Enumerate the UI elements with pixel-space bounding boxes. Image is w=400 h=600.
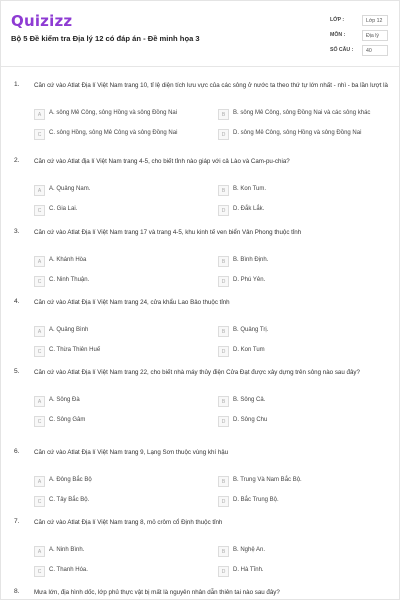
- answer-option[interactable]: [218, 416, 396, 428]
- answer-option[interactable]: [218, 276, 396, 288]
- option-letter-box: D: [218, 129, 229, 140]
- answer-option[interactable]: [34, 476, 212, 488]
- option-letter-box: A: [34, 185, 45, 196]
- meta-class: [330, 15, 390, 26]
- meta-subject: [330, 30, 390, 41]
- answer-option[interactable]: [218, 129, 396, 141]
- option-letter-box: C: [34, 346, 45, 357]
- option-text: A. Khánh Hòa: [49, 257, 87, 263]
- answer-option[interactable]: [34, 326, 212, 338]
- question-text: Căn cứ vào Atlat Địa lí Việt Nam trang 10, tỉ lệ diện tích lưu vực của các sông ở nước ta theo thứ tự lớn nhất - nhì - ba lần lượt là: [34, 82, 388, 89]
- option-text: D. sông Mê Công, sông Hồng và sông Đồng Nai: [233, 130, 362, 136]
- option-text: D. Kon Tum: [233, 347, 265, 353]
- option-letter-box: D: [218, 276, 229, 287]
- option-letter-box: A: [34, 546, 45, 557]
- question-text: Căn cứ vào Atlat Địa lí Việt Nam trang 9, Lạng Sơn thuộc vùng khí hậu: [34, 449, 229, 456]
- option-text: C. Thừa Thiên Huế: [49, 347, 101, 353]
- option-letter-box: A: [34, 326, 45, 337]
- option-letter-box: D: [218, 566, 229, 577]
- option-text: A. sông Mê Công, sông Hồng và sông Đồng Nai: [49, 110, 178, 116]
- meta-count-label: SỐ CÂU :: [330, 47, 354, 53]
- option-text: B. Bình Định.: [233, 257, 269, 263]
- option-text: A. Đông Bắc Bộ: [49, 477, 92, 483]
- option-letter-box: C: [34, 276, 45, 287]
- option-text: A. Ninh Bình.: [49, 547, 85, 553]
- option-letter-box: B: [218, 546, 229, 557]
- option-letter-box: C: [34, 416, 45, 427]
- question-number: 2.: [14, 157, 20, 164]
- option-letter-box: A: [34, 256, 45, 267]
- option-text: B. Nghệ An.: [233, 547, 266, 553]
- meta-class-value: Lớp 12: [362, 15, 388, 26]
- answer-option[interactable]: [34, 416, 212, 428]
- option-text: B. Quảng Trị.: [233, 327, 269, 333]
- option-text: B. Sông Cả.: [233, 397, 266, 403]
- option-letter-box: C: [34, 129, 45, 140]
- answer-option[interactable]: [218, 326, 396, 338]
- meta-count-value: 40: [362, 45, 388, 56]
- answer-option[interactable]: [218, 476, 396, 488]
- answer-option[interactable]: [34, 276, 212, 288]
- option-letter-box: B: [218, 109, 229, 120]
- question-number: 4.: [14, 298, 20, 305]
- option-letter-box: D: [218, 205, 229, 216]
- question-text: Mưa lớn, địa hình dốc, lớp phủ thực vật bị mất là nguyên nhân dẫn thiên tai nào sau đây?: [34, 589, 280, 596]
- option-text: D. Phú Yên.: [233, 277, 266, 283]
- option-letter-box: B: [218, 476, 229, 487]
- option-text: C. sông Hồng, sông Mê Công và sông Đồng Nai: [49, 130, 178, 136]
- answer-option[interactable]: [34, 396, 212, 408]
- answer-option[interactable]: [34, 566, 212, 578]
- answer-option[interactable]: [218, 496, 396, 508]
- option-letter-box: C: [34, 566, 45, 577]
- option-letter-box: A: [34, 396, 45, 407]
- question-number: 8.: [14, 588, 20, 595]
- option-letter-box: C: [34, 205, 45, 216]
- answer-option[interactable]: [34, 496, 212, 508]
- option-text: C. Tây Bắc Bộ.: [49, 497, 90, 503]
- option-letter-box: D: [218, 416, 229, 427]
- question-number: 3.: [14, 228, 20, 235]
- meta-count: [330, 45, 390, 56]
- option-letter-box: D: [218, 346, 229, 357]
- answer-option[interactable]: [34, 256, 212, 268]
- option-letter-box: B: [218, 396, 229, 407]
- question-number: 1.: [14, 81, 20, 88]
- question-text: Căn cứ vào Atlat Địa lí Việt Nam trang 17 và trang 4-5, khu kinh tế ven biển Vân Phong thuộc tỉnh: [34, 229, 302, 236]
- answer-option[interactable]: [218, 546, 396, 558]
- option-text: D. Bắc Trung Bộ.: [233, 497, 279, 503]
- answer-option[interactable]: [218, 346, 396, 358]
- answer-option[interactable]: [34, 185, 212, 197]
- question-number: 7.: [14, 518, 20, 525]
- option-text: C. Thanh Hóa.: [49, 567, 88, 573]
- option-text: A. Quảng Bình: [49, 327, 89, 333]
- option-text: C. Sông Gâm: [49, 417, 86, 423]
- option-text: D. Sông Chu: [233, 417, 268, 423]
- worksheet-header: [1, 1, 399, 67]
- option-text: C. Ninh Thuận.: [49, 277, 90, 283]
- option-text: A. Quảng Nam.: [49, 186, 91, 192]
- option-letter-box: B: [218, 256, 229, 267]
- option-text: C. Gia Lai.: [49, 206, 78, 212]
- answer-option[interactable]: [218, 566, 396, 578]
- answer-option[interactable]: [218, 185, 396, 197]
- page-title: Bộ 5 Đề kiểm tra Địa lý 12 có đáp án - Đề minh họa 3: [11, 34, 200, 43]
- option-letter-box: B: [218, 326, 229, 337]
- question-number: 6.: [14, 448, 20, 455]
- option-letter-box: A: [34, 476, 45, 487]
- option-text: A. Sông Đà: [49, 397, 80, 403]
- option-letter-box: C: [34, 496, 45, 507]
- option-letter-box: B: [218, 185, 229, 196]
- answer-option[interactable]: [34, 546, 212, 558]
- option-text: B. Trung Và Nam Bắc Bộ.: [233, 477, 302, 483]
- answer-option[interactable]: [218, 256, 396, 268]
- quizizz-logo[interactable]: Quizizz: [11, 12, 73, 30]
- question-number: 5.: [14, 368, 20, 375]
- question-text: Căn cứ vào Atlat địa lí Việt Nam trang 4-5, cho biết tỉnh nào giáp với cả Lào và Cam-pu-chia?: [34, 158, 290, 165]
- question-text: Căn cứ vào Atlat Địa lí Việt Nam trang 8, mỏ crôm cổ Định thuộc tỉnh: [34, 519, 223, 526]
- answer-option[interactable]: [34, 205, 212, 217]
- meta-class-label: LỚP :: [330, 17, 345, 23]
- answer-option[interactable]: [218, 109, 396, 121]
- question-text: Căn cứ vào Atlat Địa lí Việt Nam trang 22, cho biết nhà máy thủy điện Cửa Đạt được xây dựng trên sông nào sau đây?: [34, 369, 360, 376]
- answer-option[interactable]: [34, 346, 212, 358]
- option-letter-box: D: [218, 496, 229, 507]
- meta-subject-value: Địa lý: [362, 30, 388, 41]
- meta-subject-label: MÔN :: [330, 32, 346, 38]
- option-text: B. sông Mê Công, sông Đồng Nai và các sông khác: [233, 110, 371, 116]
- option-text: B. Kon Tum.: [233, 186, 267, 192]
- answer-option[interactable]: [218, 396, 396, 408]
- answer-option[interactable]: [218, 205, 396, 217]
- answer-option[interactable]: [34, 109, 212, 121]
- option-letter-box: A: [34, 109, 45, 120]
- option-text: D. Đắk Lắk.: [233, 206, 265, 212]
- question-text: Căn cứ vào Atlat Địa lí Việt Nam trang 24, cửa khẩu Lao Bảo thuộc tỉnh: [34, 299, 230, 306]
- answer-option[interactable]: [34, 129, 212, 141]
- option-text: D. Hà Tĩnh.: [233, 567, 264, 573]
